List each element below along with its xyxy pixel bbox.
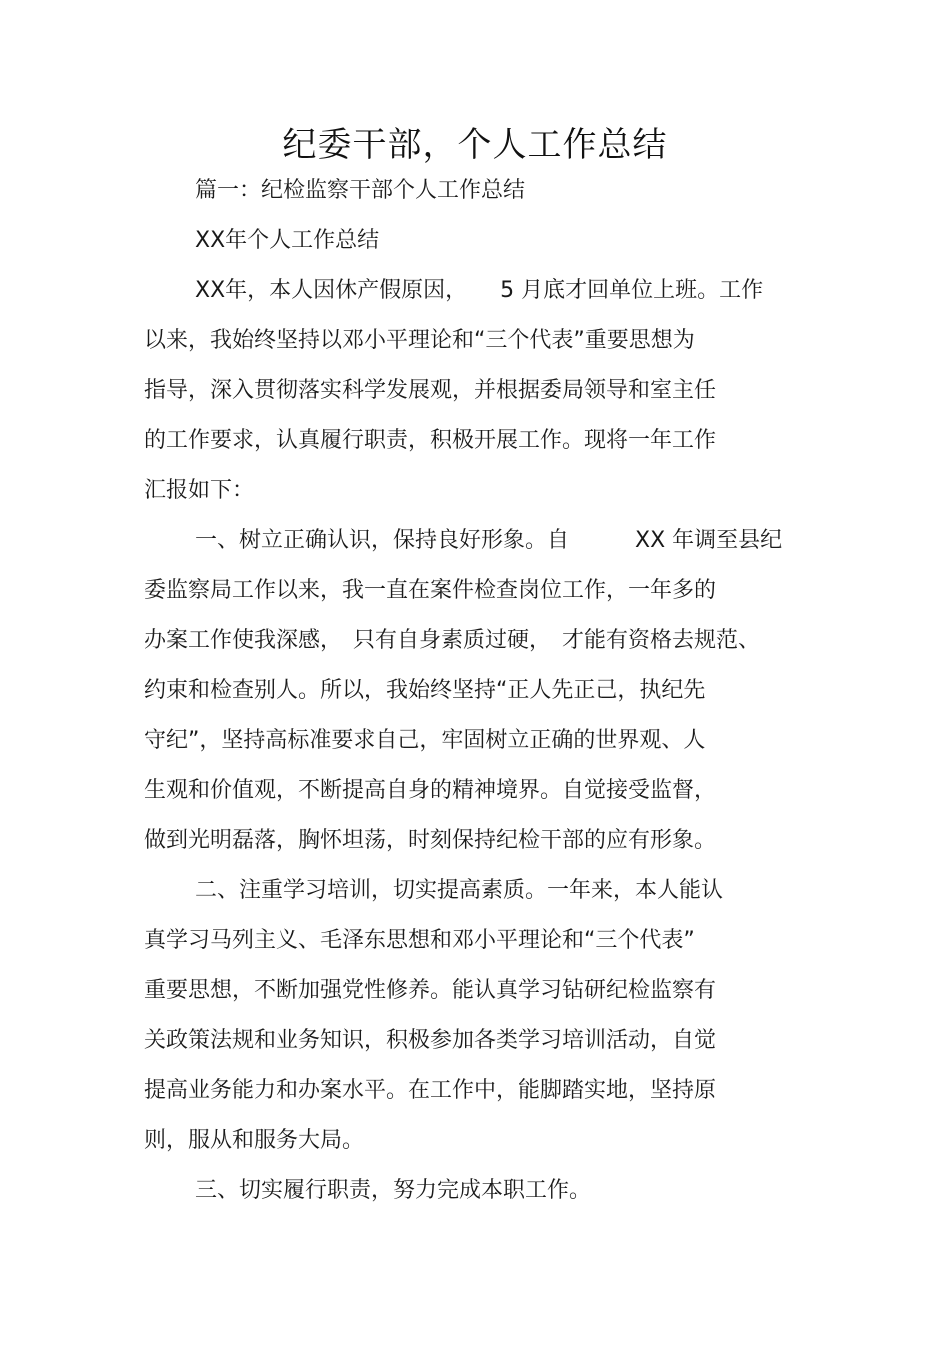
paragraph-line: 重要思想，不断加强党性修养。能认真学习钻研纪检监察有 — [144, 978, 717, 1003]
paragraph-line: 做到光明磊落，胸怀坦荡，时刻保持纪检干部的应有形象。 — [144, 828, 717, 853]
paragraph-line: 真学习马列主义、毛泽东思想和邓小平理论和“三个代表” — [144, 928, 695, 953]
paragraph-line: 三、切实履行职责，努力完成本职工作。 — [195, 1178, 592, 1203]
section-heading: 篇一：纪检监察干部个人工作总结 — [195, 178, 526, 203]
paragraph-line: 守纪”，坚持高标准要求自己，牢固树立正确的世界观、人 — [144, 728, 706, 753]
paragraph-line: 办案工作使我深感， 只有自身素质过硬， 才能有资格去规范、 — [144, 628, 761, 653]
paragraph-line: 生观和价值观，不断提高自身的精神境界。自觉接受监督， — [144, 778, 717, 803]
paragraph-line: 关政策法规和业务知识，积极参加各类学习培训活动，自觉 — [144, 1028, 717, 1053]
paragraph-line: 一、树立正确认识，保持良好形象。自 XX 年调至县纪 — [195, 528, 783, 553]
subtitle: XX年个人工作总结 — [195, 228, 380, 253]
paragraph-line: 汇报如下： — [144, 478, 255, 503]
paragraph-line: XX年，本人因休产假原因， 5 月底才回单位上班。工作 — [195, 278, 764, 303]
paragraph-line: 指导，深入贯彻落实科学发展观，并根据委局领导和室主任 — [144, 378, 717, 403]
paragraph-line: 则，服从和服务大局。 — [144, 1128, 365, 1153]
paragraph-line: 提高业务能力和办案水平。在工作中，能脚踏实地，坚持原 — [144, 1078, 717, 1103]
paragraph-line: 委监察局工作以来，我一直在案件检查岗位工作，一年多的 — [144, 578, 717, 603]
document-title: 纪委干部，个人工作总结 — [282, 125, 668, 165]
paragraph-line: 约束和检查别人。所以，我始终坚持“正人先正己，执纪先 — [144, 678, 706, 703]
paragraph-line: 二、注重学习培训，切实提高素质。一年来，本人能认 — [195, 878, 724, 903]
paragraph-line: 以来，我始终坚持以邓小平理论和“三个代表”重要思想为 — [144, 328, 695, 353]
paragraph-line: 的工作要求，认真履行职责，积极开展工作。现将一年工作 — [144, 428, 717, 453]
